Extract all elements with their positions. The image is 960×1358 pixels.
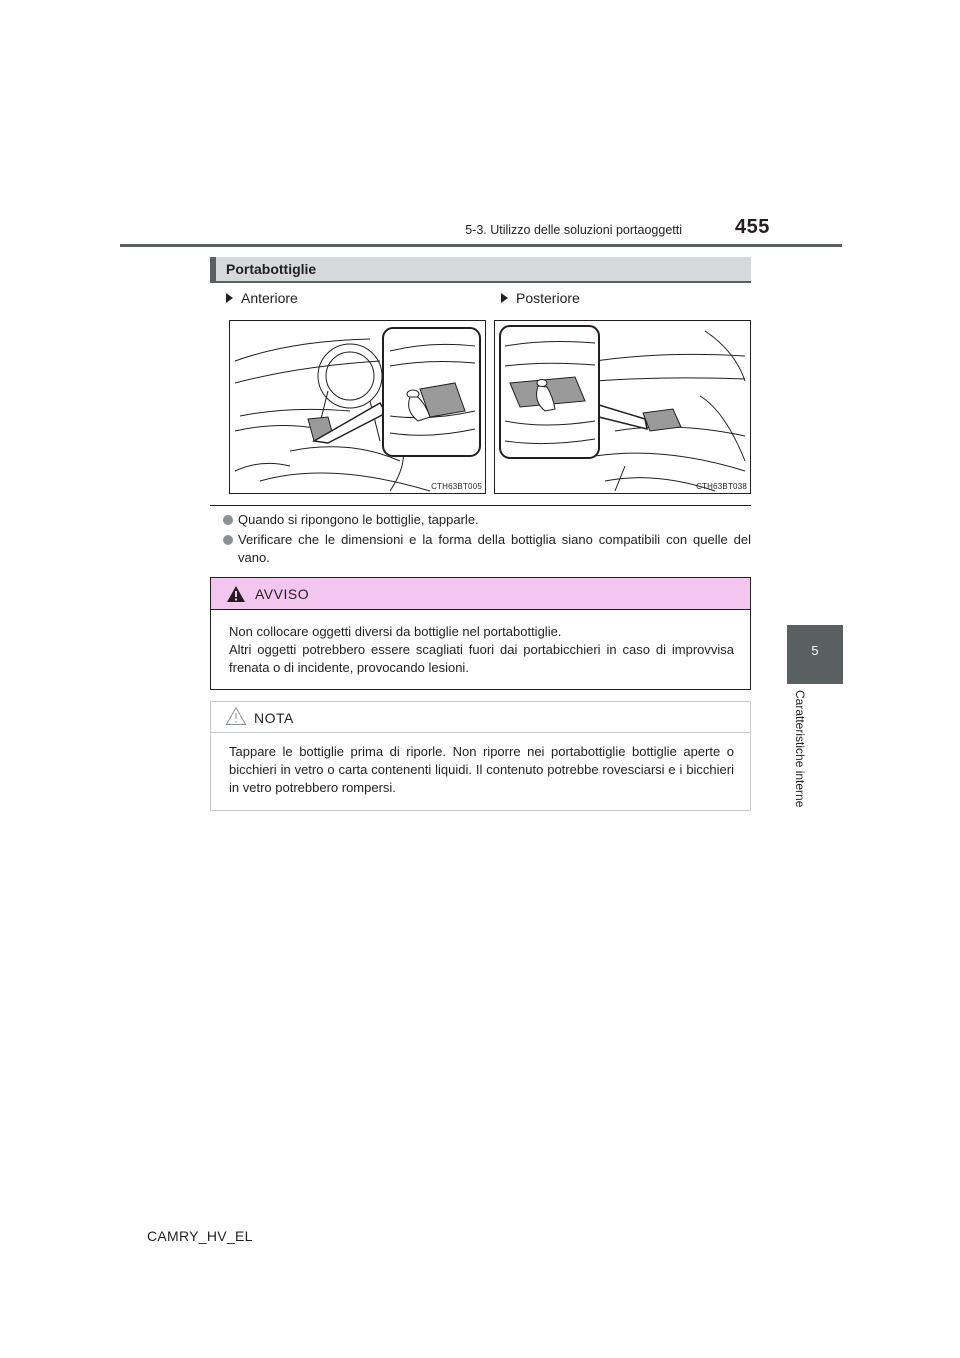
warning-text-line1: Non collocare oggetti diversi da bottiglie nel portabottiglie. xyxy=(229,624,562,639)
warning-header xyxy=(211,578,750,610)
arrow-right-icon xyxy=(501,293,508,303)
warning-box xyxy=(210,577,751,690)
caption-text: Posteriore xyxy=(516,290,580,306)
caution-triangle-icon xyxy=(225,706,247,726)
note-box xyxy=(210,701,751,811)
caption-text: Anteriore xyxy=(241,290,298,306)
figure-caption-front xyxy=(226,290,298,306)
rear-interior-illustration xyxy=(495,321,751,494)
warning-text-line2: Altri oggetti potrebbero essere scagliati fuori dai portabicchieri in caso di improvvisa frenata o di incidente, provocando lesioni. xyxy=(229,642,734,675)
figure-code: CTH63BT038 xyxy=(696,482,747,491)
bullet-item xyxy=(223,511,751,529)
bullet-text: Quando si ripongono le bottiglie, tapparle. xyxy=(238,512,479,527)
header-rule xyxy=(120,244,842,247)
arrow-right-icon xyxy=(226,293,233,303)
figure-caption-rear xyxy=(501,290,580,306)
note-label: NOTA xyxy=(254,710,294,726)
note-header xyxy=(211,702,750,732)
chapter-number: 5 xyxy=(811,643,819,658)
figure-front-bottle-holder xyxy=(229,320,486,494)
figure-rear-bottle-holder xyxy=(494,320,751,494)
section-title: Portabottiglie xyxy=(226,261,317,277)
bullet-dot-icon xyxy=(223,515,233,525)
figure-divider xyxy=(210,505,751,506)
note-text: Tappare le bottiglie prima di riporle. Non riporre nei portabottiglie bottiglie aperte o bicchieri in vetro o carta contenenti liquidi. Il contenuto potrebbe rovesciarsi e i bicchieri in vetro potrebbero rompersi. xyxy=(229,744,734,795)
figure-code: CTH63BT005 xyxy=(431,482,482,491)
section-accent xyxy=(210,257,216,281)
model-code: CAMRY_HV_EL xyxy=(147,1228,253,1244)
header-section-title: 5-3. Utilizzo delle soluzioni portaoggetti xyxy=(465,223,682,237)
bullet-dot-icon xyxy=(223,535,233,545)
chapter-tab xyxy=(787,625,843,684)
warning-label: AVVISO xyxy=(255,586,310,602)
section-heading xyxy=(210,257,751,283)
bullet-text: Verificare che le dimensioni e la forma della bottiglia siano compatibili con quelle del vano. xyxy=(238,532,751,565)
note-divider xyxy=(211,732,750,733)
bullet-item xyxy=(223,531,751,567)
page-number: 455 xyxy=(735,216,770,238)
front-interior-illustration xyxy=(230,321,486,494)
chapter-label: Caratteristiche interne xyxy=(793,690,807,808)
warning-triangle-icon xyxy=(226,585,246,603)
